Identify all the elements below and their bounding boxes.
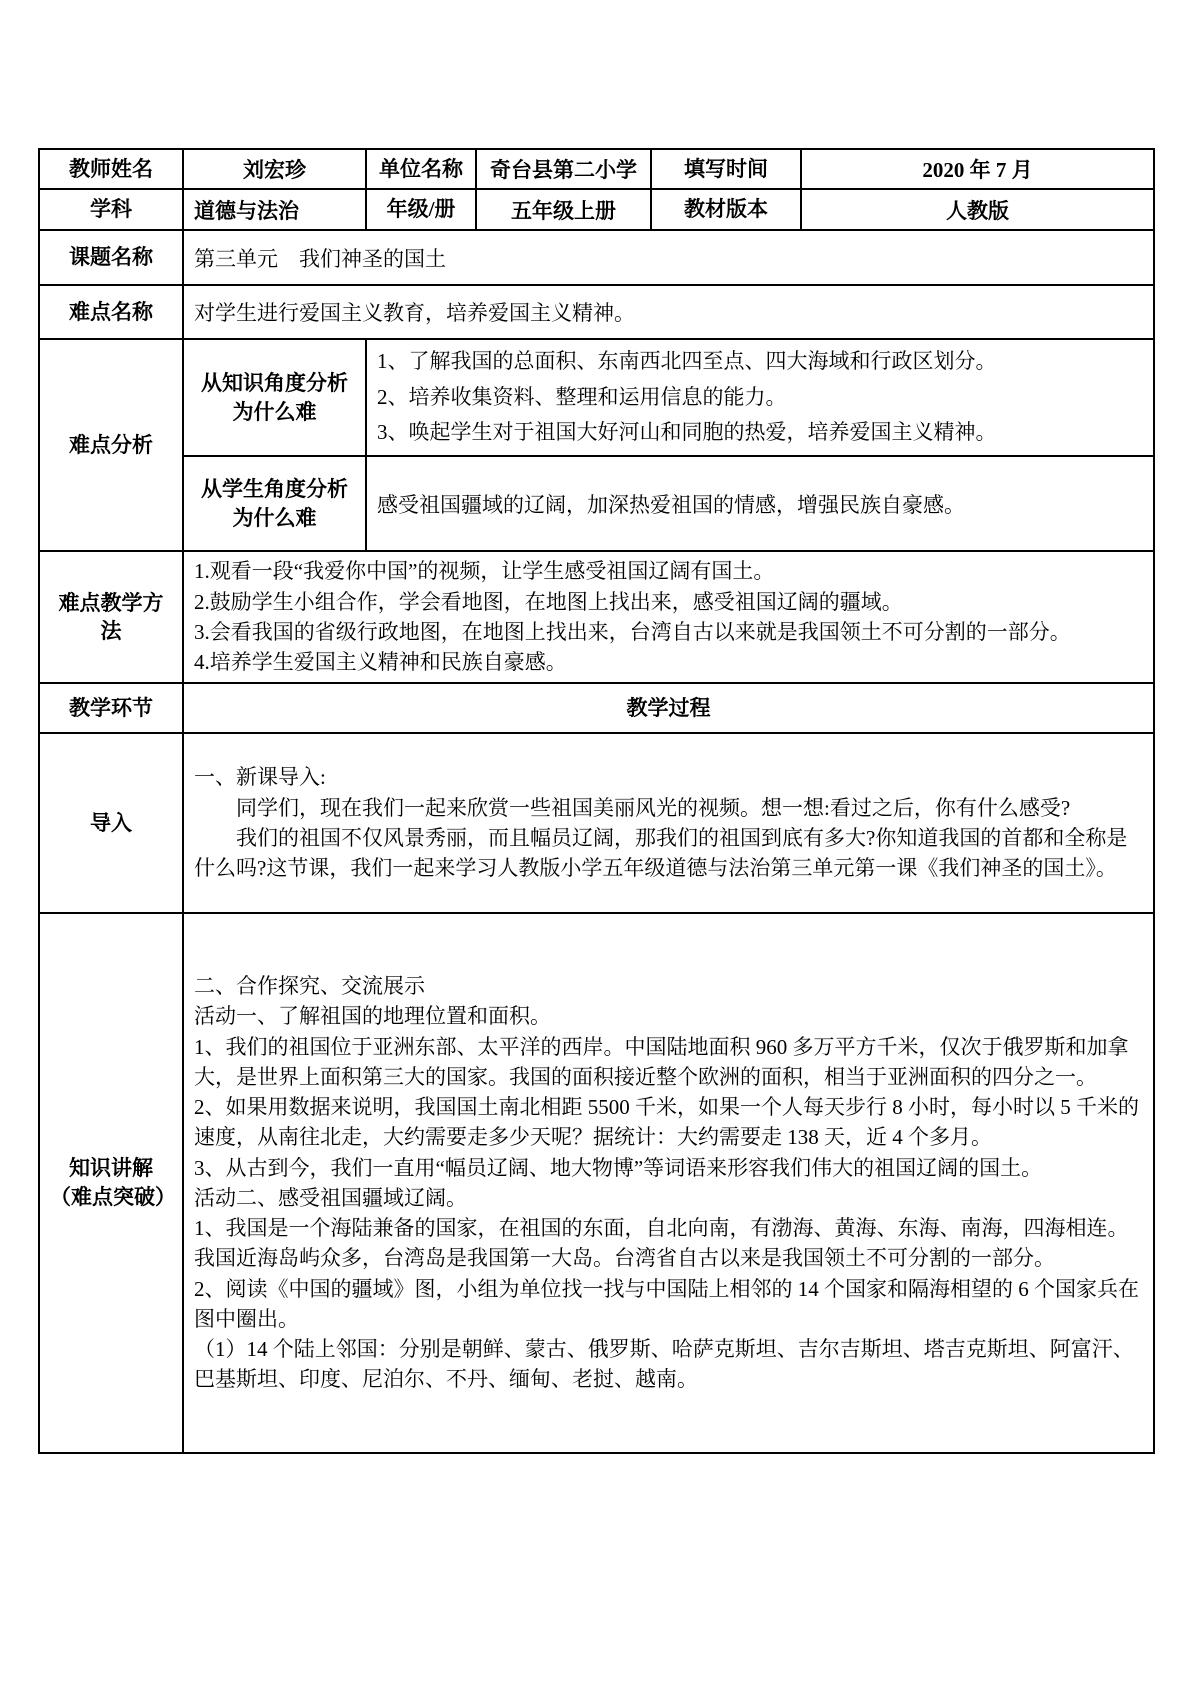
student-angle-label: 从学生角度分析为什么难 <box>183 456 366 551</box>
teaching-method-line: 2.鼓励学生小组合作，学会看地图，在地图上找出来，感受祖国辽阔的疆域。 <box>194 589 903 614</box>
teaching-method-line: 4.培养学生爱国主义精神和民族自豪感。 <box>194 650 567 675</box>
knowledge-angle-label: 从知识角度分析为什么难 <box>183 339 366 456</box>
teacher-name-value: 刘宏珍 <box>183 149 366 189</box>
knowledge-paragraph: 活动二、感受祖国疆域辽阔。 <box>194 1185 467 1210</box>
knowledge-paragraph: 2、阅读《中国的疆域》图，小组为单位找一找与中国陆上相邻的 14 个国家和隔海相望的 6 个国家兵在图中圈出。 <box>194 1276 1139 1331</box>
student-angle-content: 感受祖国疆域的辽阔，加深热爱祖国的情感，增强民族自豪感。 <box>366 456 1154 551</box>
topic-value: 第三单元 我们神圣的国土 <box>183 230 1154 285</box>
knowledge-paragraph: 活动一、了解祖国的地理位置和面积。 <box>194 1004 551 1029</box>
header-row-2 <box>39 189 1154 230</box>
knowledge-section-label-line1: 知识讲解 <box>69 1156 153 1181</box>
edition-label: 教材版本 <box>651 189 801 230</box>
topic-row <box>39 230 1154 285</box>
process-header-row <box>39 683 1154 733</box>
intro-paragraph: 我们的祖国不仅风景秀丽，而且幅员辽阔，那我们的祖国到底有多大?你知道我国的首都和全称是什么吗?这节课，我们一起来学习人教版小学五年级道德与法治第三单元第一课《我们神圣的国土》。 <box>194 825 1128 881</box>
unit-name-value: 奇台县第二小学 <box>476 149 651 189</box>
unit-name-label: 单位名称 <box>366 149 476 189</box>
fill-date-value: 2020 年 7 月 <box>801 149 1154 189</box>
teaching-methods-content <box>183 551 1154 683</box>
knowledge-line: 3、唤起学生对于祖国大好河山和同胞的热爱，培养爱国主义精神。 <box>377 420 997 445</box>
grade-value: 五年级上册 <box>476 189 651 230</box>
knowledge-angle-content <box>366 339 1154 456</box>
knowledge-paragraph: 2、如果用数据来说明，我国国土南北相距 5500 千米，如果一个人每天步行 8 小时，每小时以 5 千米的速度，从南往北走，大约需要走多少天呢？据统计：大约需要走 138 天，近 4 个多月。 <box>194 1095 1139 1150</box>
teacher-name-label: 教师姓名 <box>39 149 183 189</box>
teaching-method-line: 3.会看我国的省级行政地图，在地图上找出来，台湾自古以来就是我国领土不可分割的一部分。 <box>194 619 1071 644</box>
knowledge-paragraph: 1、我们的祖国位于亚洲东部、太平洋的西岸。中国陆地面积 960 多万平方千米，仅次于俄罗斯和加拿大，是世界上面积第三大的国家。我国的面积接近整个欧洲的面积，相当于亚洲面积的四分之一。 <box>194 1034 1129 1089</box>
process-title: 教学过程 <box>183 683 1154 733</box>
knowledge-section-content <box>183 913 1154 1453</box>
teaching-methods-row <box>39 551 1154 683</box>
intro-content <box>183 733 1154 913</box>
lesson-plan-table <box>38 148 1155 1454</box>
knowledge-section-label-line2: （难点突破） <box>50 1184 176 1209</box>
knowledge-section-row <box>39 913 1154 1453</box>
knowledge-line: 1、了解我国的总面积、东南西北四至点、四大海域和行政区划分。 <box>377 349 997 373</box>
teaching-method-line: 1.观看一段“我爱你中国”的视频，让学生感受祖国辽阔有国土。 <box>194 559 775 584</box>
process-steps-label: 教学环节 <box>39 683 183 733</box>
knowledge-paragraph: （1）14 个陆上邻国：分别是朝鲜、蒙古、俄罗斯、哈萨克斯坦、吉尔吉斯坦、塔吉克斯坦、阿富汗、巴基斯坦、印度、尼泊尔、不丹、缅甸、老挝、越南。 <box>194 1336 1134 1392</box>
knowledge-paragraph: 3、从古到今，我们一直用“幅员辽阔、地大物博”等词语来形容我们伟大的祖国辽阔的国土。 <box>194 1155 1043 1180</box>
grade-label: 年级/册 <box>366 189 476 230</box>
difficulty-analysis-student-row <box>39 456 1154 551</box>
knowledge-paragraph: 二、合作探究、交流展示 <box>194 974 425 999</box>
difficulty-name-label: 难点名称 <box>39 285 183 339</box>
difficulty-analysis-label: 难点分析 <box>39 339 183 551</box>
intro-paragraph: 同学们，现在我们一起来欣赏一些祖国美丽风光的视频。想一想:看过之后，你有什么感受? <box>236 795 1071 820</box>
intro-paragraph: 一、新课导入: <box>194 765 326 790</box>
subject-label: 学科 <box>39 189 183 230</box>
subject-value: 道德与法治 <box>183 189 366 230</box>
edition-value: 人教版 <box>801 189 1154 230</box>
intro-row <box>39 733 1154 913</box>
intro-label: 导入 <box>39 733 183 913</box>
difficulty-name-value: 对学生进行爱国主义教育，培养爱国主义精神。 <box>183 285 1154 339</box>
fill-date-label: 填写时间 <box>651 149 801 189</box>
topic-label: 课题名称 <box>39 230 183 285</box>
teaching-methods-label: 难点教学方法 <box>39 551 183 683</box>
knowledge-line: 2、培养收集资料、整理和运用信息的能力。 <box>377 384 787 409</box>
knowledge-paragraph: 1、我国是一个海陆兼备的国家，在祖国的东面，自北向南，有渤海、黄海、东海、南海，四海相连。我国近海岛屿众多，台湾岛是我国第一大岛。台湾省自古以来是我国领土不可分割的一部分。 <box>194 1216 1129 1271</box>
knowledge-section-label <box>39 913 183 1453</box>
header-row-1 <box>39 149 1154 189</box>
difficulty-name-row <box>39 285 1154 339</box>
difficulty-analysis-knowledge-row <box>39 339 1154 456</box>
